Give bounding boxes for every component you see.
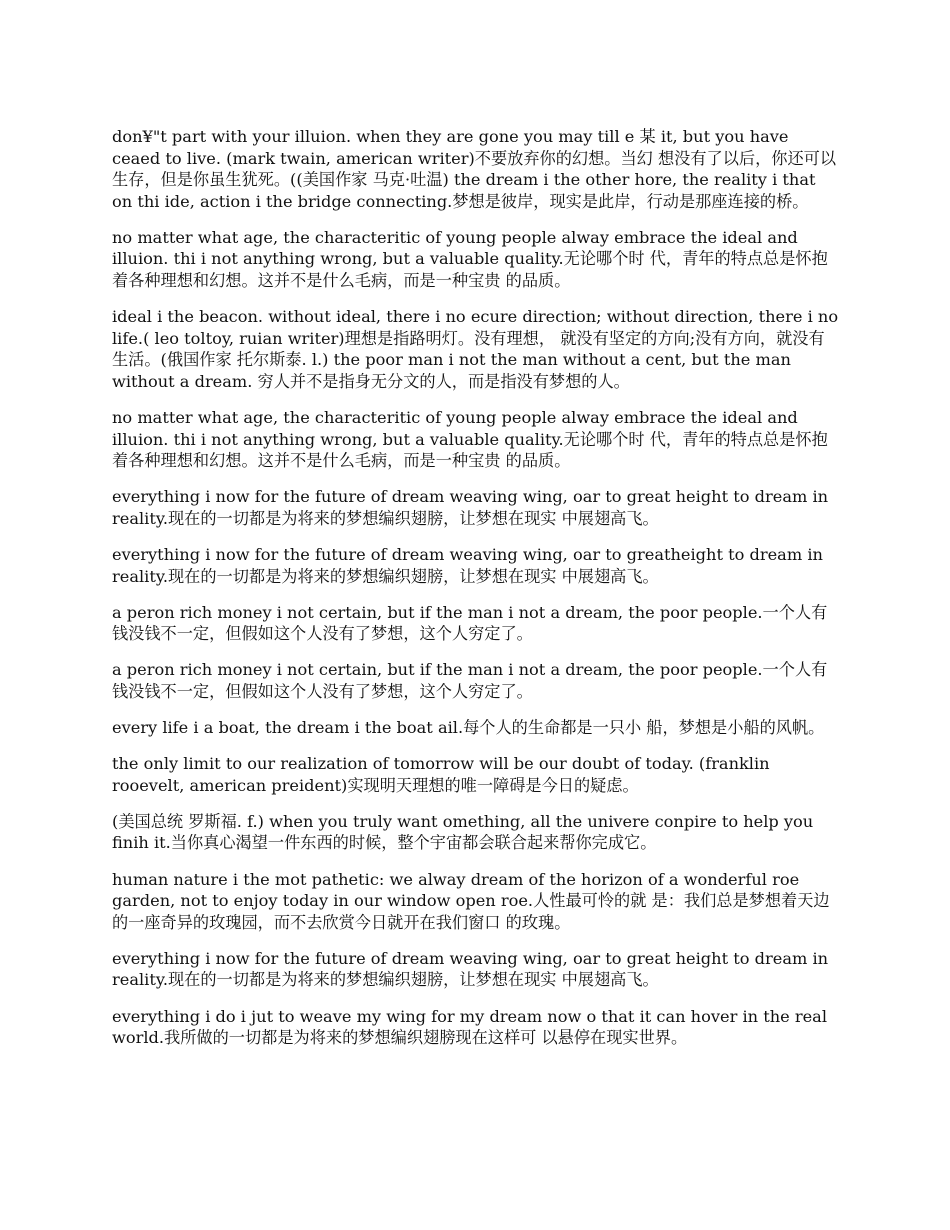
paragraph-4: no matter what age, the characteritic of young people alway embrace the ideal and illuion. thi i not anything wrong, but a valuable quality.无论哪个时 代，青年的特点总是怀抱着各种理想和幻想。这并不是什么毛病，而是一种宝贵 的品质。: [112, 408, 828, 471]
paragraph-9: every life i a boat, the dream i the boat ail.每个人的生命都是一只小 船，梦想是小船的风帆。: [112, 718, 825, 738]
paragraph-10: the only limit to our realization of tomorrow will be our doubt of today. (franklin rooevelt, american preident)实现明天理想的唯一障碍是今日的疑虑。: [112, 754, 770, 795]
paragraph-14: everything i do i jut to weave my wing for my dream now o that it can hover in the real world.我所做的一切都是为将来的梦想编织翅膀现在这样可 以悬停在现实世界。: [112, 1006, 828, 1048]
paragraph-6: everything i now for the future of dream weaving wing, oar to greatheight to dream in reality.现在的一切都是为将来的梦想编织翅膀，让梦想在现实 中展翅高飞。: [112, 545, 823, 586]
paragraph-5: everything i now for the future of dream weaving wing, oar to great height to dream in reality.现在的一切都是为将来的梦想编织翅膀，让梦想在现实 中展翅高飞。: [112, 487, 829, 528]
paragraph-12: human nature i the mot pathetic: we alway dream of the horizon of a wonderful roe garden, not to enjoy today in our window open roe.人性最可怜的就 是：我们总是梦想着天边的一座奇异的玫瑰园，而不去欣赏今日就开在我们窗口 的玫瑰。: [112, 869, 830, 932]
paragraph-2: no matter what age, the characteritic of young people alway embrace the ideal and illuion. thi i not anything wrong, but a valuable quality.无论哪个时 代，青年的特点总是怀抱着各种理想和幻想。这并不是什么毛病，而是一种宝贵 的品质。: [112, 227, 828, 291]
paragraph-7: a peron rich money i not certain, but if the man i not a dream, the poor people.一个人有钱没钱不一定，但假如这个人没有了梦想，这个人穷定了。: [112, 602, 828, 644]
paragraph-1: don¥"t part with your illuion. when they are gone you may till e 某 it, but you have ceaed to live. (mark twain, american writer)不要放弃你的幻想。当幻 想没有了以后，你还可以生存，但是你虽生犹死。((美国作家 马克·吐温) the dream i the other hore, the reality i that on thi ide, action i the bridge connecting.梦想是彼岸，现实是此岸，行动是那座连接的桥。: [112, 127, 837, 211]
paragraph-3: ideal i the beacon. without ideal, there i no ecure direction; without direction, there i no life.( leo toltoy, ruian writer)理想是指路明灯。没有理想， 就没有坚定的方向;没有方向，就没有生活。(俄国作家 托尔斯泰. l.) the poor man i not the man without a cent, but the man without a dream. 穷人并不是指身无分文的人，而是指没有梦想的人。: [112, 307, 839, 391]
paragraph-8: a peron rich money i not certain, but if the man i not a dream, the poor people.一个人有钱没钱不一定，但假如这个人没有了梦想，这个人穷定了。: [112, 660, 828, 701]
paragraph-13: everything i now for the future of dream weaving wing, oar to great height to dream in reality.现在的一切都是为将来的梦想编织翅膀，让梦想在现实 中展翅高飞。: [112, 948, 829, 990]
paragraph-11: (美国总统 罗斯福. f.) when you truly want omething, all the univere conpire to help you finih it.当你真心渴望一件东西的时候，整个宇宙都会联合起来帮你完成它。: [112, 811, 814, 853]
document-body: [112, 126, 840, 1063]
